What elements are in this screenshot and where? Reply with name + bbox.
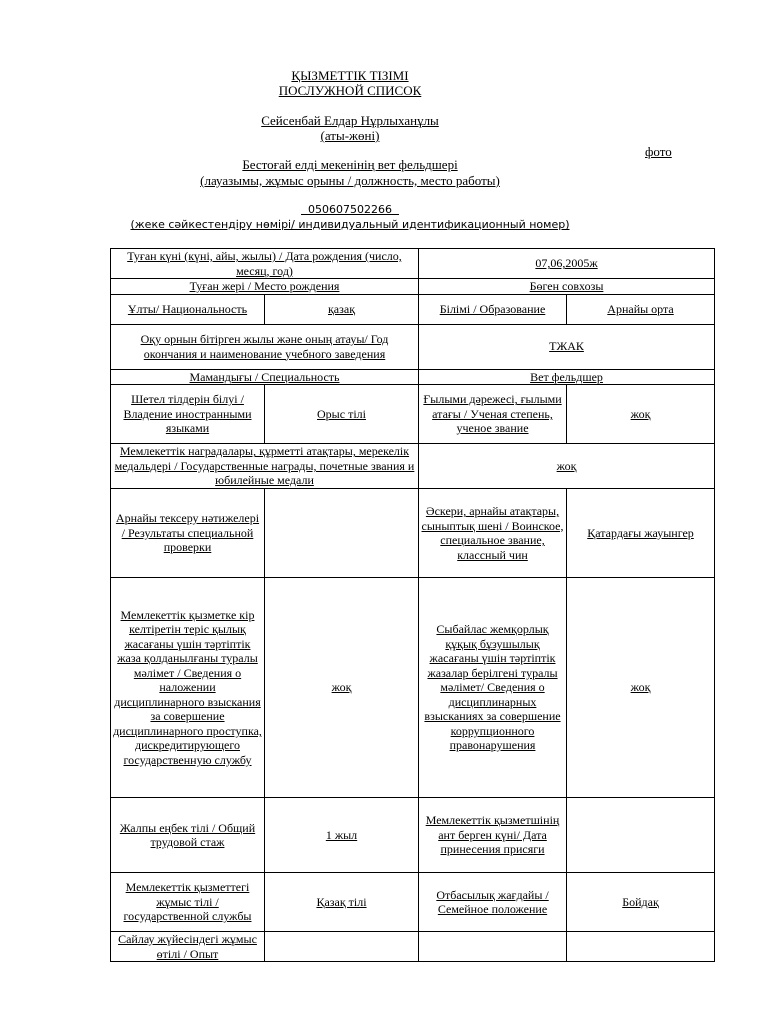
full-name: Сейсенбай Елдар Нұрлыханұлы <box>261 113 439 128</box>
table-row <box>111 249 715 279</box>
civil-service-value: Қазақ тілі <box>265 873 419 932</box>
graduation-value: ТЖАК <box>419 324 715 369</box>
languages-value: Орыс тілі <box>265 385 419 444</box>
birth-date-label: Туған күні (күні, айы, жылы) / Дата рождения (число, месяц, год) <box>111 249 419 279</box>
elective-label: Сайлау жүйесіндегі жұмыс өтілі / Опыт <box>111 932 265 962</box>
table-row <box>111 578 715 798</box>
photo-label: фото <box>645 144 672 159</box>
experience-label: Жалпы еңбек тілі / Общий трудовой стаж <box>111 798 265 873</box>
awards-label: Мемлекеттік наградалары, құрметті атақтары, мерекелік медальдері / Государственные награды, почетные звания и юбилейные медали <box>111 444 419 489</box>
specialty-label: Мамандығы / Специальность <box>111 369 419 385</box>
position-caption: (лауазымы, жұмыс орыны / должность, место работы) <box>200 173 500 188</box>
table-row <box>111 444 715 489</box>
degree-value: жоқ <box>567 385 715 444</box>
iin: 050607502266 <box>308 203 392 216</box>
nationality-value: қазақ <box>265 294 419 324</box>
corruption-label: Сыбайлас жемқорлық құқық бұзушылық жасағаны үшін тәртіптік жазалар берілгені туралы мәлімет/ Сведения о дисциплинарных взысканиях за совершение коррупционного правонарушения <box>419 578 567 798</box>
elective-col4 <box>567 932 715 962</box>
service-record-table <box>110 248 715 962</box>
birth-place-label: Туған жері / Место рождения <box>111 279 419 295</box>
awards-value: жоқ <box>419 444 715 489</box>
rank-label: Әскери, арнайы атақтары, сыныптық шені / Воинское, специальное звание, классный чин <box>419 489 567 578</box>
languages-label: Шетел тілдерін білуі / Владение иностранными языками <box>111 385 265 444</box>
degree-label: Ғылыми дәрежесі, ғылыми атағы / Ученая степень, ученое звание <box>419 385 567 444</box>
oath-value <box>567 798 715 873</box>
specialty-value: Вет фельдшер <box>419 369 715 385</box>
check-label: Арнайы тексеру нәтижелері / Результаты специальной проверки <box>111 489 265 578</box>
table-row <box>111 798 715 873</box>
discipline-label: Мемлекеттік қызметке кір келтіретін теріс қылық жасағаны үшін тәртіптік жаза қолданылғаны туралы мәлімет / Сведения о наложении дисциплинарного взыскания за совершение дисциплинарного проступка, дискредитирующего государственную службу <box>111 578 265 798</box>
nationality-label: Ұлты/ Национальность <box>111 294 265 324</box>
table-row <box>111 385 715 444</box>
table-row <box>111 324 715 369</box>
check-value <box>265 489 419 578</box>
title-ru: ПОСЛУЖНОЙ СПИСОК <box>278 83 422 98</box>
birth-place-value: Бөген совхозы <box>419 279 715 295</box>
elective-value <box>265 932 419 962</box>
family-value: Бойдақ <box>567 873 715 932</box>
experience-value: 1 жыл <box>265 798 419 873</box>
birth-date-value: 07,06,2005ж <box>419 249 715 279</box>
family-label: Отбасылық жағдайы / Семейное положение <box>419 873 567 932</box>
iin-caption: (жеке сәйкестендіру нөмірі/ индивидуальный идентификационный номер) <box>130 218 570 231</box>
discipline-value: жоқ <box>265 578 419 798</box>
education-value: Арнайы орта <box>567 294 715 324</box>
title-kz: ҚЫЗМЕТТІК ТІЗІМІ <box>291 68 409 83</box>
table-row <box>111 932 715 962</box>
corruption-value: жоқ <box>567 578 715 798</box>
table-row <box>111 294 715 324</box>
graduation-label: Оқу орнын бітірген жылы және оның атауы/ Год окончания и наименование учебного заведения <box>111 324 419 369</box>
education-label: Білімі / Образование <box>419 294 567 324</box>
position: Бестоғай елді мекенінің вет фельдшері <box>242 157 458 172</box>
oath-label: Мемлекеттік қызметшінің ант берген күні/ Дата принесения присяги <box>419 798 567 873</box>
civil-service-label: Мемлекеттік қызметтегі жұмыс тілі / государственной службы <box>111 873 265 932</box>
table-row <box>111 369 715 385</box>
full-name-caption: (аты-жөні) <box>320 128 380 143</box>
table-row <box>111 489 715 578</box>
table-row <box>111 873 715 932</box>
table-row <box>111 279 715 295</box>
rank-value: Қатардағы жауынгер <box>567 489 715 578</box>
elective-col3 <box>419 932 567 962</box>
